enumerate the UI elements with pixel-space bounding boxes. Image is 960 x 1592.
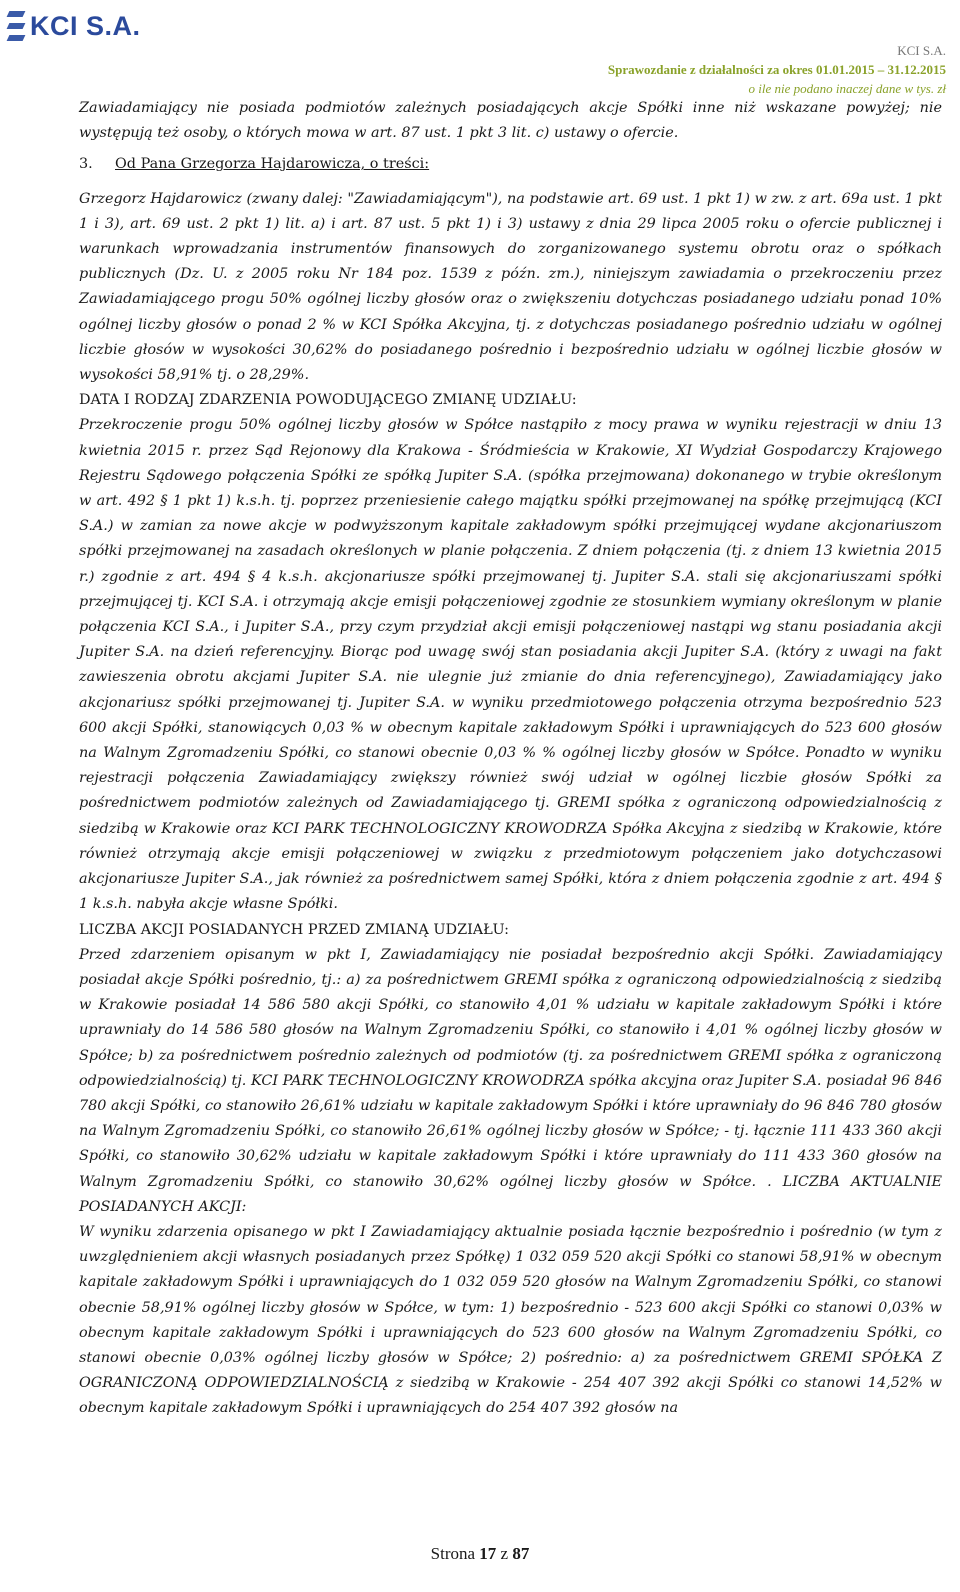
header-units-note: o ile nie podano inaczej dane w tys. zł [748, 81, 946, 96]
notice-paragraph: Grzegorz Hajdarowicz (zwany dalej: "Zawiadamiającym"), na podstawie art. 69 ust. 1 pkt 1) w zw. z art. 69a ust. 1 pkt 1 i 3), art. 69 ust. 2 pkt 1) lit. a) i art. 87 ust. 5 pkt 1) i 3) ustawy z dnia 29 lipca 2005 roku o ofercie publicznej i warunkach wprowadzania instrumentów finansowych do zorganizowanego systemu obrotu oraz o spółkach publicznych (Dz. U. z 2005 roku Nr 184 poz. 1539 z późn. zm.), niniejszym zawiadamia o przekroczeniu przez Zawiadamiającego progu 50% ogólnej liczby głosów oraz o zwiększeniu dotychczas posiadanego udziału ponad 10% ogólnej liczby głosów o ponad 2 % w KCI Spółka Akcyjna, tj. z dotychczas posiadanego pośrednio udziału w ogólnej liczbie głosów w wysokości 30,62% do posiadanego pośrednio i bezpośrednio udziału w ogólnej liczbie głosów w wysokości 58,91% tj. o 28,29%. [79, 190, 942, 384]
header-info [608, 41, 946, 98]
before-text: Przed zdarzeniem opisanym w pkt I, Zawiadamiający nie posiadał bezpośrednio akcji Spółki. Zawiadamiający posiadał akcje Spółki pośrednio, tj.: a) za pośrednictwem GREMI spółka z ograniczoną odpowiedzialnością z siedzibą w Krakowie posiadał 14 586 580 akcji Spółki, co stanowiło 4,01 % udziału w kapitale zakładowym Spółki i które uprawniały do 14 586 580 głosów na Walnym Zgromadzeniu Spółki, co stanowiło i 4,01 % ogólnej liczby głosów w Spółce; b) za pośrednictwem pośrednio zależnych od podmiotów (tj. za pośrednictwem GREMI spółka z ograniczoną odpowiedzialnością) tj. KCI PARK TECHNOLOGICZNY KROWODRZA spółka akcyjna oraz Jupiter S.A. posiadał 96 846 780 akcji Spółki, co stanowiło 26,61% udziału w kapitale zakładowym Spółki i które uprawniały do 96 846 780 głosów na Walnym Zgromadzeniu Spółki, co stanowiło 26,61% ogólnej liczby głosów w Spółce; - tj. łącznie 111 433 360 akcji Spółki, co stanowiło 30,62% udziału w kapitale zakładowym Spółki i które uprawniały do 111 433 360 głosów na Walnym Zgromadzeniu Spółki, co stanowiło 30,62% ogólnej liczby głosów w Spółce. . [79, 946, 942, 1190]
heading-before: LICZBA AKCJI POSIADANYCH PRZED ZMIANĄ UDZIAŁU: [79, 921, 509, 938]
logo-text: KCI S.A. [30, 10, 141, 41]
header-period: Sprawozdanie z działalności za okres 01.01.2015 – 31.12.2015 [607, 62, 946, 77]
item-title: Od Pana Grzegorza Hajdarowicza, o treści: [115, 156, 430, 173]
page-total: 87 [512, 1544, 530, 1563]
page-prefix: Strona [430, 1544, 476, 1563]
page-header [0, 0, 960, 95]
current-paragraph: W wyniku zdarzenia opisanego w pkt I Zawiadamiający aktualnie posiada łącznie bezpośrednio i pośrednio (w tym z uwzględnieniem akcji własnych posiadanych przez Spółkę) 1 032 059 520 akcji Spółki co stanowi 58,91% w obecnym kapitale zakładowym Spółki i uprawniających do 1 032 059 520 głosów na Walnym Zgromadzeniu Spółki, co stanowi obecnie 58,91% ogólnej liczby głosów w Spółce, w tym: 1) bezpośrednio - 523 600 akcji Spółki co stanowi 0,03% w obecnym kapitale zakładowym Spółki i uprawniających do 523 600 głosów na Walnym Zgromadzeniu Spółki, co stanowi obecnie 0,03% ogólnej liczby głosów w Spółce; 2) pośrednio: a) za pośrednictwem GREMI SPÓŁKA Z OGRANICZONĄ ODPOWIEDZIALNOŚCIĄ z siedzibą w Krakowie - 254 407 392 akcji Spółki co stanowi 14,52% w obecnym kapitale zakładowym Spółki i uprawniających do 254 407 392 głosów na [79, 1223, 942, 1417]
section-item-3 [79, 152, 942, 177]
document-body [79, 96, 942, 1422]
logo-mark-icon [8, 11, 24, 41]
before-paragraph [79, 943, 942, 1220]
intro-paragraph: Zawiadamiający nie posiada podmiotów zależnych posiadających akcje Spółki inne niż wskazane powyżej; nie występują też osoby, o których mowa w art. 87 ust. 1 pkt 3 lit. c) ustawy o ofercie. [79, 100, 942, 142]
page-current: 17 [479, 1544, 497, 1563]
header-company: KCI S.A. [897, 43, 946, 58]
item-number: 3. [79, 156, 93, 173]
event-paragraph: Przekroczenie progu 50% ogólnej liczby głosów w Spółce nastąpiło z mocy prawa w wyniku rejestracji w dniu 13 kwietnia 2015 r. przez Sąd Rejonowy dla Krakowa - Śródmieścia w Krakowie, XI Wydział Gospodarczy Krajowego Rejestru Sądowego połączenia Spółki ze spółką Jupiter S.A. (spółka przejmowana) dokonanego w trybie określonym w art. 492 § 1 pkt 1) k.s.h. tj. poprzez przeniesienie całego majątku spółki przejmowanej na spółkę przejmującą (KCI S.A.) w zamian za nowe akcje w podwyższonym kapitale zakładowym spółki przejmującej wydane akcjonariuszom spółki przejmowanej na zasadach określonych w planie połączenia. Z dniem połączenia (tj. z dniem 13 kwietnia 2015 r.) zgodnie z art. 494 § 4 k.s.h. akcjonariusze spółki przejmowanej tj. Jupiter S.A. stali się akcjonariuszami spółki przejmującej tj. KCI S.A. i otrzymają akcje emisji połączeniowej zgodnie ze stosunkiem wymiany określonym w planie połączenia KCI S.A., i Jupiter S.A., przy czym przydział akcji emisji połączeniowej nastąpi wg stanu posiadania akcji Jupiter S.A. na dzień referencyjny. Biorąc pod uwagę swój stan posiadania akcji Jupiter S.A. (który z uwagi na fakt zawieszenia obrotu akcjami Jupiter S.A. nie ulegnie już zmianie do dnia referencyjnego), Zawiadamiający jako akcjonariusz spółki przejmowanej tj. Jupiter S.A. w wyniku przedmiotowego połączenia otrzyma bezpośrednio 523 600 akcji Spółki, stanowiących 0,03 % w obecnym kapitale zakładowym Spółki i uprawniających do 523 600 głosów na Walnym Zgromadzeniu Spółki, co stanowi obecnie 0,03 % % ogólnej liczby głosów w Spółce. Ponadto w wyniku rejestracji połączenia Zawiadamiający zwiększy również swój udział w ogólnej liczbie głosów Spółki za pośrednictwem podmiotów zależnych od Zawiadamiającego tj. GREMI spółka z ograniczoną odpowiedzialnością z siedzibą w Krakowie oraz KCI PARK TECHNOLOGICZNY KROWODRZA Spółka Akcyjna z siedzibą w Krakowie, które również otrzymają akcje emisji połączeniowej w związku z przedmiotowym połączeniem jako dotychczasowi akcjonariusze Jupiter S.A., jak również za pośrednictwem samej Spółki, która z dniem połączenia zgodnie z art. 494 § 1 k.s.h. nabyła akcje własne Spółki. [79, 417, 942, 913]
heading-current: LICZBA AKTUALNIE POSIADANYCH AKCJI: [79, 1173, 943, 1215]
page-separator: z [500, 1544, 509, 1563]
page-footer [0, 1544, 960, 1564]
heading-event: DATA I RODZAJ ZDARZENIA POWODUJĄCEGO ZMIANĘ UDZIAŁU: [79, 392, 577, 409]
company-logo [8, 6, 141, 46]
